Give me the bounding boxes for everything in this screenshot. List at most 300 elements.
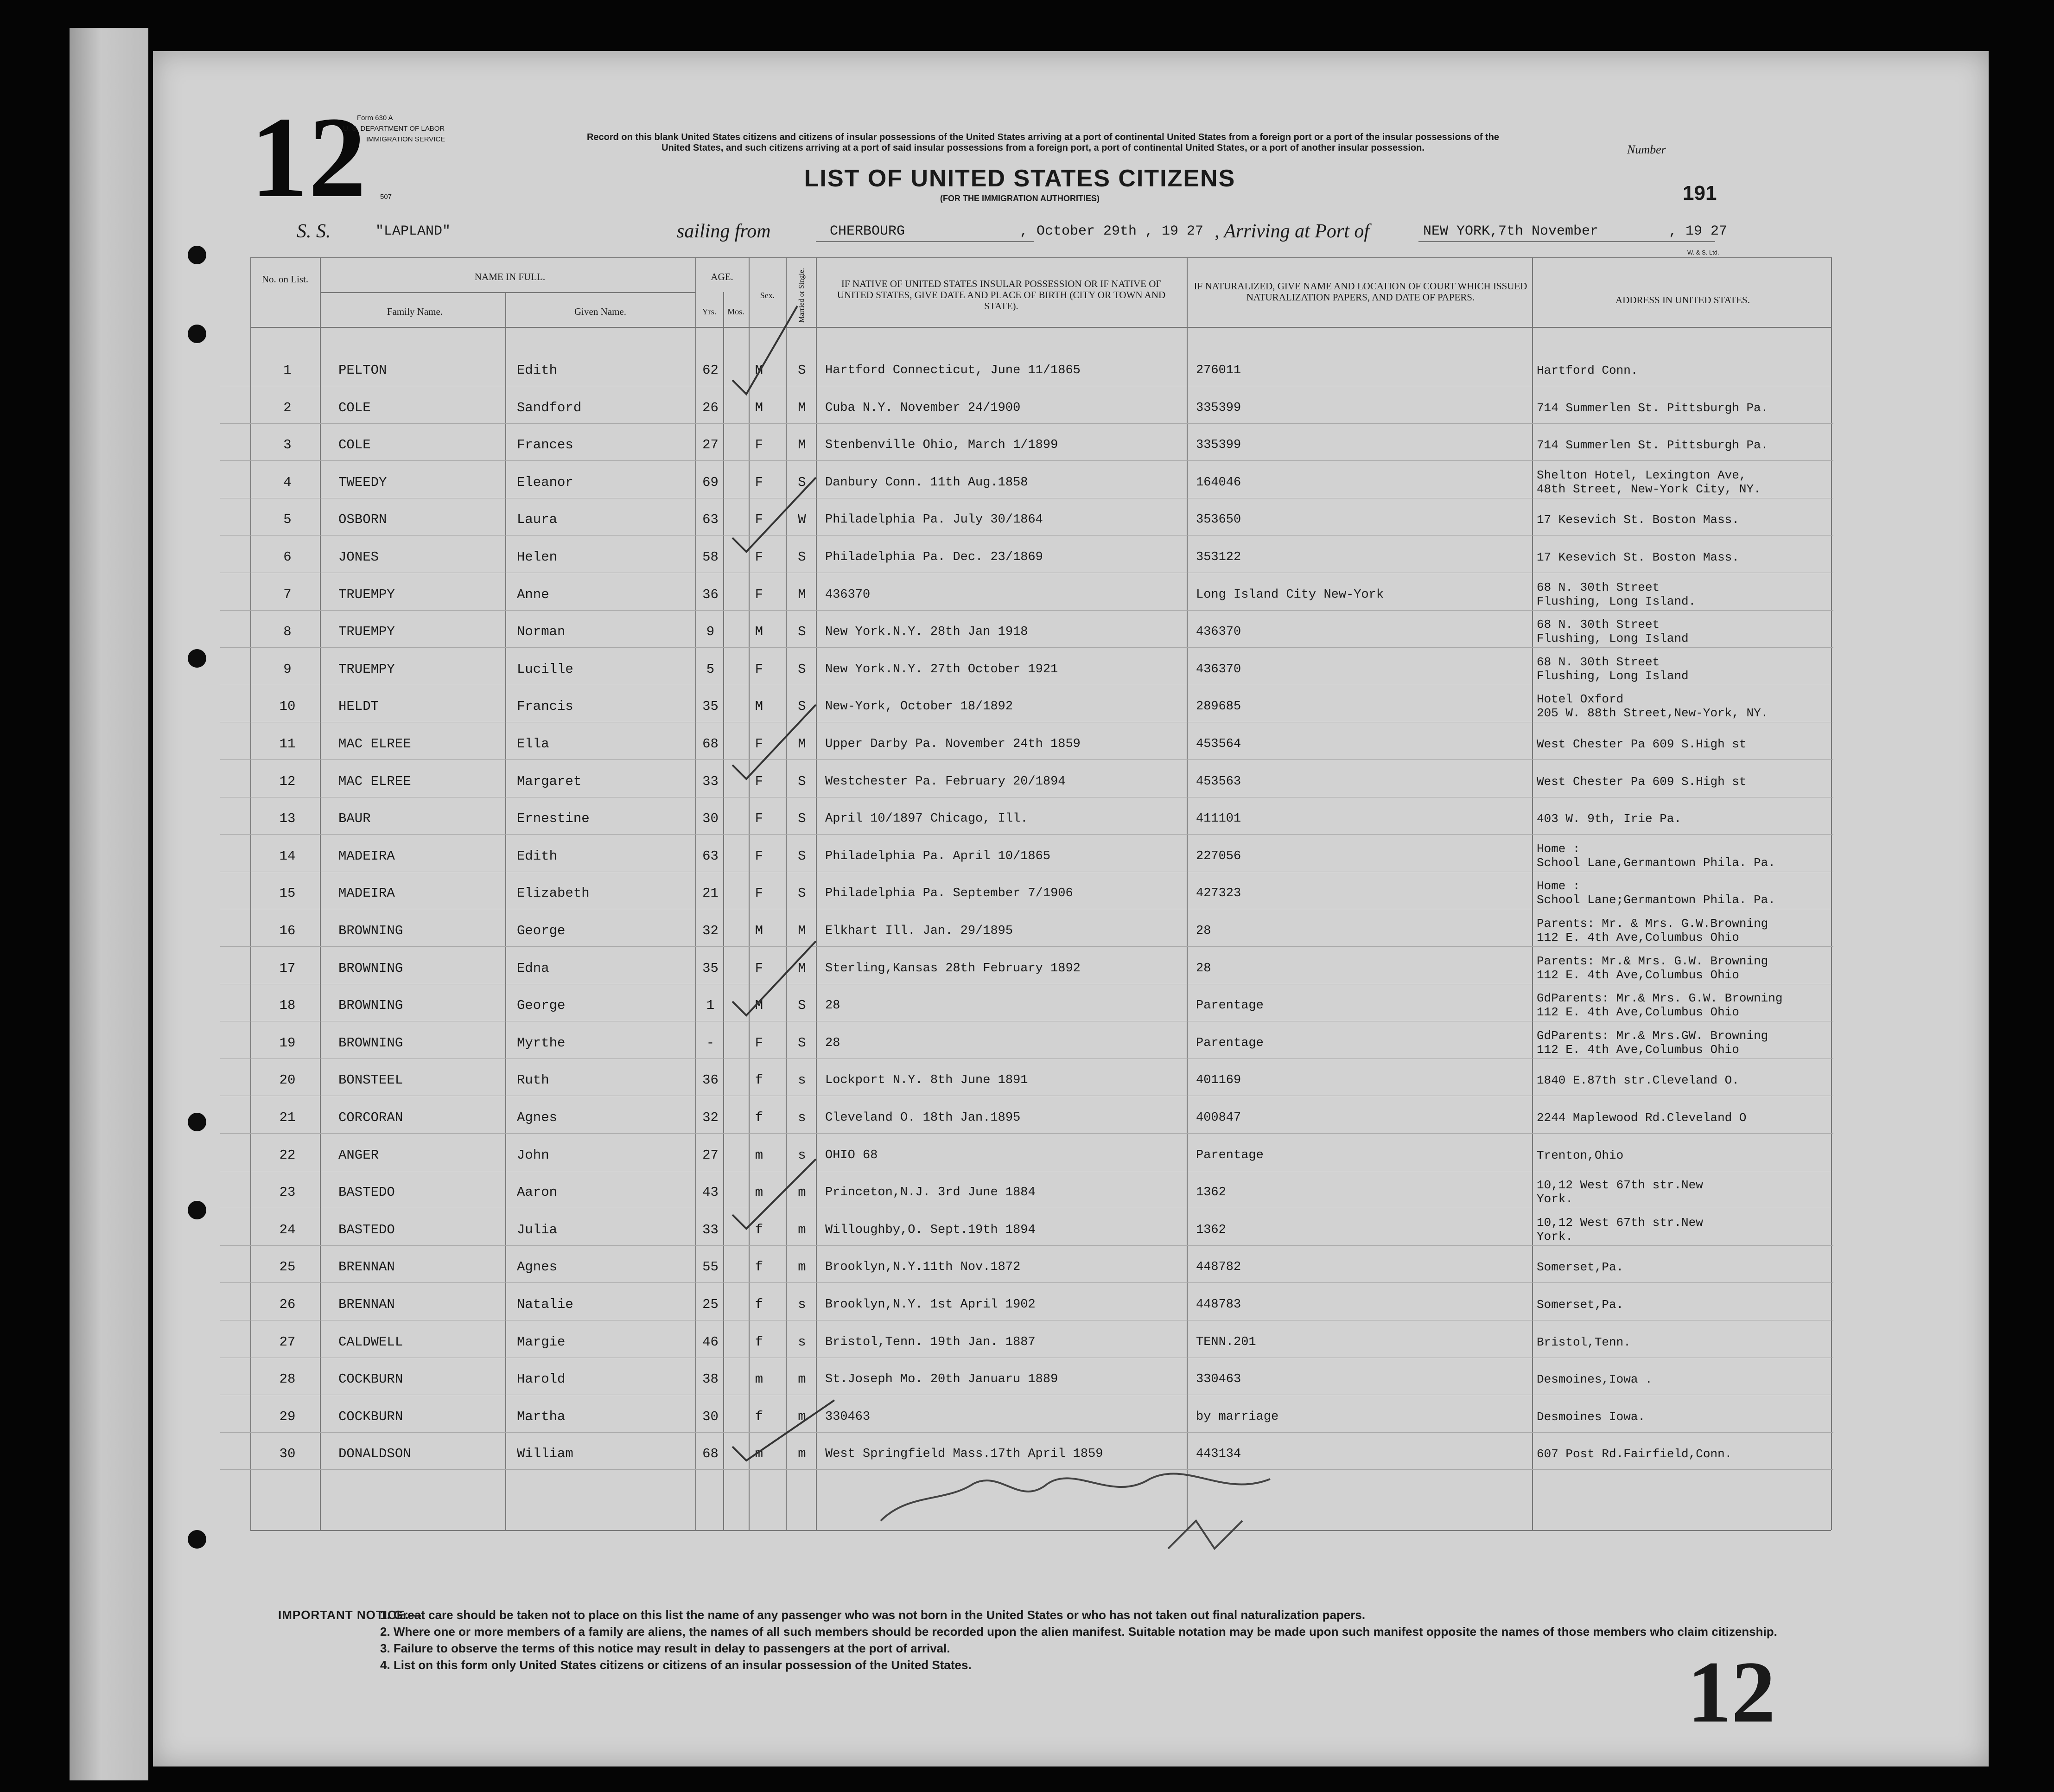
sex: F (755, 736, 763, 752)
address-line-2: York. (1537, 1229, 1573, 1244)
age-years: 32 (702, 1110, 719, 1125)
header-address: ADDRESS IN UNITED STATES. (1615, 294, 1750, 306)
marital-status: m (798, 1259, 806, 1275)
arrival-port-date: NEW YORK,7th November (1423, 223, 1599, 239)
row-number: 19 (279, 1035, 296, 1051)
marital-status: M (798, 587, 806, 602)
address-line-1: 714 Summerlen St. Pittsburgh Pa. (1537, 438, 1768, 453)
header-naturalized: IF NATURALIZED, GIVE NAME AND LOCATION OF COURT WHICH ISSUED NATURALIZATION PAPERS, AND DATE OF PAPERS. (1194, 281, 1527, 303)
birth-info: Upper Darby Pa. November 24th 1859 (825, 737, 1081, 751)
naturalization-info: 400847 (1196, 1111, 1241, 1125)
family-name: BROWNING (338, 1035, 403, 1051)
sex: F (755, 886, 763, 901)
marital-status: S (798, 811, 806, 827)
birth-info: 330463 (825, 1409, 871, 1424)
marital-status: S (798, 998, 806, 1014)
birth-info: April 10/1897 Chicago, Ill. (825, 812, 1028, 826)
address-line-1: 68 N. 30th Street (1537, 618, 1660, 632)
address-line-1: Somerset,Pa. (1537, 1298, 1624, 1312)
row-number: 10 (279, 699, 296, 714)
birth-info: Philadelphia Pa. September 7/1906 (825, 886, 1073, 901)
address-line-1: Somerset,Pa. (1537, 1260, 1624, 1275)
row-number: 13 (279, 811, 296, 827)
row-number: 1 (283, 363, 292, 378)
number-label: Number (1627, 143, 1666, 156)
given-name: Norman (517, 624, 566, 640)
given-name: Myrthe (517, 1035, 566, 1051)
sex: M (755, 699, 763, 714)
row-number: 7 (283, 587, 292, 602)
sex: M (755, 998, 763, 1014)
age-years: 33 (702, 1222, 719, 1237)
naturalization-info: 1362 (1196, 1223, 1226, 1237)
family-name: TRUEMPY (338, 624, 395, 640)
check-mark (732, 478, 816, 552)
age-years: 5 (706, 661, 715, 677)
family-name: BASTEDO (338, 1222, 395, 1237)
age-years: 43 (702, 1185, 719, 1200)
family-name: MAC ELREE (338, 773, 411, 789)
naturalization-info: 28 (1196, 924, 1211, 938)
marital-status: M (798, 437, 806, 453)
address-line-1: 68 N. 30th Street (1537, 580, 1660, 594)
address-line-1: Parents: Mr. & Mrs. G.W.Browning (1537, 917, 1768, 931)
row-number: 2 (283, 400, 292, 415)
port-from: CHERBOURG (830, 223, 905, 239)
signature-date (1168, 1521, 1242, 1549)
marital-status: s (798, 1297, 806, 1312)
address-line-1: 10,12 West 67th str.New (1537, 1178, 1703, 1193)
address-line-1: 403 W. 9th, Irie Pa. (1537, 812, 1682, 826)
given-name: Harold (517, 1371, 566, 1387)
given-name: Sandford (517, 400, 582, 415)
address-line-1: Desmoines,Iowa . (1537, 1372, 1653, 1387)
age-years: 38 (702, 1371, 719, 1387)
sex: F (755, 661, 763, 677)
sex: m (755, 1371, 763, 1387)
sex: F (755, 437, 763, 453)
form-id: Form 630 A (357, 114, 393, 122)
arrival-year: , 19 27 (1669, 223, 1728, 239)
naturalization-info: 28 (1196, 961, 1211, 976)
family-name: ANGER (338, 1147, 379, 1163)
naturalization-info: 353122 (1196, 550, 1241, 564)
naturalization-info: 453564 (1196, 737, 1241, 751)
sex: f (755, 1072, 763, 1088)
notice-item: 2. Where one or more members of a family are aliens, the names of all such members should be recorded upon the alien manifest. Suitable notation may be made upon such manifest opposite the names of those members who claim citizenship. (380, 1625, 1777, 1639)
address-line-2: Flushing, Long Island. (1537, 594, 1696, 608)
given-name: Francis (517, 699, 573, 714)
age-years: 9 (706, 624, 715, 640)
naturalization-info: 1362 (1196, 1186, 1226, 1200)
header-name: NAME IN FULL. (474, 271, 546, 282)
notice-item: 3. Failure to observe the terms of this notice may result in delay to passengers at the port of arrival. (380, 1641, 950, 1655)
marital-status: m (798, 1222, 806, 1237)
page-number-stamp-bottom: 12 (1687, 1644, 1775, 1741)
marital-status: s (798, 1110, 806, 1125)
departure-date: , October 29th , 19 27 (1020, 223, 1204, 239)
birth-info: Philadelphia Pa. Dec. 23/1869 (825, 550, 1043, 564)
birth-info: Princeton,N.J. 3rd June 1884 (825, 1186, 1036, 1200)
ss-label: S. S. (297, 221, 331, 242)
birth-info: Stenbenville Ohio, March 1/1899 (825, 438, 1058, 453)
naturalization-info: TENN.201 (1196, 1335, 1256, 1349)
naturalization-info: 448782 (1196, 1260, 1241, 1275)
address-line-1: 17 Kesevich St. Boston Mass. (1537, 550, 1739, 564)
family-name: BAUR (338, 811, 371, 827)
age-years: 68 (702, 1446, 719, 1462)
given-name: Edna (517, 960, 549, 976)
family-name: MADEIRA (338, 886, 395, 901)
address-line-1: Desmoines Iowa. (1537, 1409, 1646, 1424)
sex: f (755, 1110, 763, 1125)
address-line-1: West Chester Pa 609 S.High st (1537, 774, 1747, 789)
address-line-2: Flushing, Long Island (1537, 669, 1689, 683)
sex: M (755, 400, 763, 415)
page-title: LIST OF UNITED STATES CITIZENS (804, 165, 1236, 192)
marital-status: S (798, 624, 806, 640)
address-line-2: Flushing, Long Island (1537, 631, 1689, 646)
marital-status: M (798, 960, 806, 976)
row-number: 29 (279, 1409, 296, 1424)
check-mark (732, 1159, 816, 1229)
birth-info: Elkhart Ill. Jan. 29/1895 (825, 924, 1013, 938)
header-yrs: Yrs. (702, 307, 717, 316)
marital-status: S (798, 661, 806, 677)
sex: M (755, 363, 763, 378)
sex: M (755, 624, 763, 640)
naturalization-info: 353650 (1196, 513, 1241, 527)
row-number: 27 (279, 1334, 296, 1350)
header-married: Married or Single. (798, 268, 806, 323)
given-name: Natalie (517, 1297, 573, 1312)
birth-info: Cuba N.Y. November 24/1900 (825, 401, 1021, 415)
marital-status: s (798, 1072, 806, 1088)
naturalization-info: 330463 (1196, 1372, 1241, 1387)
given-name: George (517, 998, 566, 1014)
birth-info: St.Joseph Mo. 20th Januaru 1889 (825, 1372, 1058, 1387)
important-notice (278, 1607, 1863, 1673)
family-name: HELDT (338, 699, 379, 714)
family-name: COCKBURN (338, 1409, 403, 1424)
marital-status: m (798, 1185, 806, 1200)
marital-status: m (798, 1371, 806, 1387)
marital-status: S (798, 474, 806, 490)
given-name: Elizabeth (517, 886, 590, 901)
given-name: Julia (517, 1222, 558, 1237)
row-number: 21 (279, 1110, 296, 1125)
sex: f (755, 1259, 763, 1275)
birth-info: 436370 (825, 587, 871, 602)
naturalization-info: Parentage (1196, 1148, 1264, 1162)
row-number: 25 (279, 1259, 296, 1275)
marital-status: M (798, 400, 806, 415)
marital-status: W (798, 512, 806, 528)
given-name: Martha (517, 1409, 566, 1424)
given-name: Ernestine (517, 811, 590, 827)
age-years: 62 (702, 363, 719, 378)
printed-year: 191 (1683, 182, 1717, 204)
sex: m (755, 1147, 763, 1163)
given-name: Ruth (517, 1072, 549, 1088)
address-line-2: 48th Street, New-York City, NY. (1537, 482, 1761, 496)
given-name: Helen (517, 549, 558, 565)
age-years: 1 (706, 998, 715, 1014)
age-years: 32 (702, 923, 719, 938)
family-name: BROWNING (338, 960, 403, 976)
given-name: Edith (517, 363, 558, 378)
check-mark (732, 1400, 834, 1460)
sex: F (755, 848, 763, 864)
given-name: Agnes (517, 1259, 558, 1275)
row-number: 17 (279, 960, 296, 976)
age-years: 36 (702, 1072, 719, 1088)
form-instructions: Record on this blank United States citizens and citizens of insular possessions of the United States arriving at a port of continental United States from a foreign port or a port of the insular possessions of the United States, and such citizens arriving at a port of said insular possessions from a foreign port, a port of continental United States, or a port of another insular possession. (586, 132, 1500, 153)
address-line-2: 112 E. 4th Ave,Columbus Ohio (1537, 1005, 1739, 1020)
age-years: 46 (702, 1334, 719, 1350)
naturalization-info: by marriage (1196, 1409, 1279, 1424)
check-mark (732, 705, 816, 779)
row-number: 15 (279, 886, 296, 901)
birth-info: Willoughby,O. Sept.19th 1894 (825, 1223, 1036, 1237)
sex: f (755, 1334, 763, 1350)
header-mos: Mos. (727, 307, 744, 316)
family-name: MADEIRA (338, 848, 395, 864)
naturalization-info: 436370 (1196, 662, 1241, 676)
age-years: 27 (702, 437, 719, 453)
sex: F (755, 960, 763, 976)
naturalization-info: 335399 (1196, 401, 1241, 415)
address-line-1: Bristol,Tenn. (1537, 1335, 1631, 1349)
age-years: 33 (702, 773, 719, 789)
address-line-2: School Lane;Germantown Phila. Pa. (1537, 893, 1775, 907)
address-line-1: West Chester Pa 609 S.High st (1537, 737, 1747, 751)
address-line-1: 2244 Maplewood Rd.Cleveland O (1537, 1111, 1747, 1125)
address-line-1: Trenton,Ohio (1537, 1148, 1624, 1162)
age-years: 35 (702, 699, 719, 714)
row-number: 9 (283, 661, 292, 677)
birth-info: West Springfield Mass.17th April 1859 (825, 1447, 1103, 1461)
family-name: TRUEMPY (338, 587, 395, 602)
birth-info: Danbury Conn. 11th Aug.1858 (825, 475, 1028, 490)
row-number: 23 (279, 1185, 296, 1200)
birth-info: Philadelphia Pa. July 30/1864 (825, 513, 1043, 527)
row-number: 28 (279, 1371, 296, 1387)
marital-status: S (798, 848, 806, 864)
header-no: No. on List. (261, 274, 309, 285)
address-line-1: Shelton Hotel, Lexington Ave, (1537, 468, 1747, 482)
address-line-1: GdParents: Mr.& Mrs. G.W. Browning (1537, 991, 1783, 1006)
marital-status: S (798, 363, 806, 378)
naturalization-info: 448783 (1196, 1298, 1241, 1312)
form-code: 507 (380, 193, 392, 201)
sex: F (755, 549, 763, 565)
naturalization-info: Long Island City New-York (1196, 587, 1384, 602)
age-years: 63 (702, 848, 719, 864)
family-name: DONALDSON (338, 1446, 411, 1462)
row-number: 4 (283, 474, 292, 490)
sex: f (755, 1222, 763, 1237)
given-name: John (517, 1147, 549, 1163)
ship-name: "LAPLAND" (375, 223, 451, 239)
sex: f (755, 1297, 763, 1312)
arriving-label: , Arriving at Port of (1215, 221, 1370, 242)
sex: M (755, 923, 763, 938)
page-subtitle: (FOR THE IMMIGRATION AUTHORITIES) (940, 194, 1100, 203)
given-name: Lucille (517, 661, 573, 677)
header-sex: Sex. (760, 291, 775, 300)
check-mark (732, 941, 816, 1015)
family-name: BRENNAN (338, 1297, 395, 1312)
row-number: 30 (279, 1446, 296, 1462)
marital-status: s (798, 1334, 806, 1350)
row-number: 8 (283, 624, 292, 640)
birth-info: New York.N.Y. 27th October 1921 (825, 662, 1058, 676)
birth-info: Cleveland O. 18th Jan.1895 (825, 1111, 1021, 1125)
family-name: COLE (338, 437, 371, 453)
sex: F (755, 587, 763, 602)
given-name: Laura (517, 512, 558, 528)
marital-status: m (798, 1409, 806, 1424)
marital-status: M (798, 736, 806, 752)
family-name: PELTON (338, 363, 387, 378)
row-number: 5 (283, 512, 292, 528)
header-given: Given Name. (574, 306, 626, 317)
marital-status: M (798, 923, 806, 938)
naturalization-info: 427323 (1196, 886, 1241, 901)
sex: F (755, 811, 763, 827)
naturalization-info: 453563 (1196, 774, 1241, 789)
birth-info: Sterling,Kansas 28th February 1892 (825, 961, 1081, 976)
family-name: COCKBURN (338, 1371, 403, 1387)
page-number-stamp: 12 (250, 93, 366, 222)
notice-item: 4. List on this form only United States citizens or citizens of an insular possession of the United States. (380, 1658, 972, 1672)
address-line-2: 112 E. 4th Ave,Columbus Ohio (1537, 1042, 1739, 1057)
birth-info: Westchester Pa. February 20/1894 (825, 774, 1066, 789)
naturalization-info: Parentage (1196, 999, 1264, 1013)
address-line-2: York. (1537, 1192, 1573, 1206)
naturalization-info: 411101 (1196, 812, 1241, 826)
family-name: BRENNAN (338, 1259, 395, 1275)
age-years: 21 (702, 886, 719, 901)
age-years: 58 (702, 549, 719, 565)
address-line-1: Hartford Conn. (1537, 364, 1638, 377)
marital-status: S (798, 1035, 806, 1051)
birth-info: New York.N.Y. 28th Jan 1918 (825, 625, 1028, 639)
marital-status: S (798, 773, 806, 789)
row-number: 18 (279, 998, 296, 1014)
given-name: Eleanor (517, 474, 573, 490)
age-years: 25 (702, 1297, 719, 1312)
age-years: 30 (702, 811, 719, 827)
marital-status: S (798, 699, 806, 714)
age-years: 26 (702, 400, 719, 415)
naturalization-info: 401169 (1196, 1073, 1241, 1088)
birth-info: 28 (825, 999, 840, 1013)
naturalization-info: Parentage (1196, 1036, 1264, 1050)
birth-info: 28 (825, 1036, 840, 1050)
address-line-2: 112 E. 4th Ave,Columbus Ohio (1537, 968, 1739, 982)
given-name: Anne (517, 587, 549, 602)
family-name: CALDWELL (338, 1334, 403, 1350)
naturalization-info: 335399 (1196, 438, 1241, 453)
sex: f (755, 1409, 763, 1424)
notice-heading: IMPORTANT NOTICE.— (278, 1608, 422, 1622)
given-name: William (517, 1446, 573, 1462)
row-number: 12 (279, 773, 296, 789)
marital-status: S (798, 549, 806, 565)
family-name: OSBORN (338, 512, 387, 528)
age-years: 63 (702, 512, 719, 528)
family-name: TRUEMPY (338, 661, 395, 677)
sex: F (755, 474, 763, 490)
given-name: Margie (517, 1334, 566, 1350)
sex: F (755, 1035, 763, 1051)
birth-info: Philadelphia Pa. April 10/1865 (825, 849, 1051, 863)
row-number: 20 (279, 1072, 296, 1088)
sex: F (755, 512, 763, 528)
given-name: George (517, 923, 566, 938)
family-name: COLE (338, 400, 371, 415)
naturalization-info: 164046 (1196, 475, 1241, 490)
sailing-label: sailing from (677, 221, 771, 242)
address-line-2: 112 E. 4th Ave,Columbus Ohio (1537, 931, 1739, 944)
address-line-1: Hotel Oxford (1537, 692, 1624, 707)
row-number: 6 (283, 549, 292, 565)
address-line-2: 205 W. 88th Street,New-York, NY. (1537, 706, 1768, 721)
birth-info: Lockport N.Y. 8th June 1891 (825, 1073, 1028, 1088)
row-number: 14 (279, 848, 296, 864)
birth-info: OHIO 68 (825, 1148, 878, 1162)
row-number: 3 (283, 437, 292, 453)
row-number: 24 (279, 1222, 296, 1237)
family-name: JONES (338, 549, 379, 565)
given-name: Aaron (517, 1185, 558, 1200)
signature (881, 1473, 1270, 1521)
naturalization-info: 276011 (1196, 364, 1241, 377)
family-name: TWEEDY (338, 474, 387, 490)
address-line-1: GdParents: Mr.& Mrs.GW. Browning (1537, 1028, 1768, 1043)
age-years: - (706, 1035, 715, 1051)
family-name: BROWNING (338, 998, 403, 1014)
marital-status: S (798, 886, 806, 901)
check-mark (732, 306, 797, 394)
row-number: 22 (279, 1147, 296, 1163)
family-name: CORCORAN (338, 1110, 403, 1125)
given-name: Ella (517, 736, 549, 752)
birth-info: Brooklyn,N.Y.11th Nov.1872 (825, 1260, 1021, 1275)
given-name: Edith (517, 848, 558, 864)
address-line-1: 10,12 West 67th str.New (1537, 1215, 1703, 1230)
age-years: 35 (702, 960, 719, 976)
birth-info: New-York, October 18/1892 (825, 700, 1013, 714)
marital-status: s (798, 1147, 806, 1163)
age-years: 36 (702, 587, 719, 602)
address-line-1: Parents: Mr.& Mrs. G.W. Browning (1537, 954, 1768, 968)
family-name: BROWNING (338, 923, 403, 938)
header-birth: IF NATIVE OF UNITED STATES INSULAR POSSESSION OR IF NATIVE OF UNITED STATES, GIVE DATE AND PLACE OF BIRTH (CITY OR TOWN AND STATE). (837, 278, 1166, 312)
given-name: Agnes (517, 1110, 558, 1125)
age-years: 68 (702, 736, 719, 752)
birth-info: Hartford Connecticut, June 11/1865 (825, 364, 1081, 377)
sex: m (755, 1446, 763, 1462)
given-name: Frances (517, 437, 573, 453)
marital-status: m (798, 1446, 806, 1462)
header-age: AGE. (711, 271, 733, 282)
address-line-1: Home : (1537, 879, 1580, 893)
naturalization-info: 443134 (1196, 1447, 1241, 1461)
age-years: 69 (702, 474, 719, 490)
